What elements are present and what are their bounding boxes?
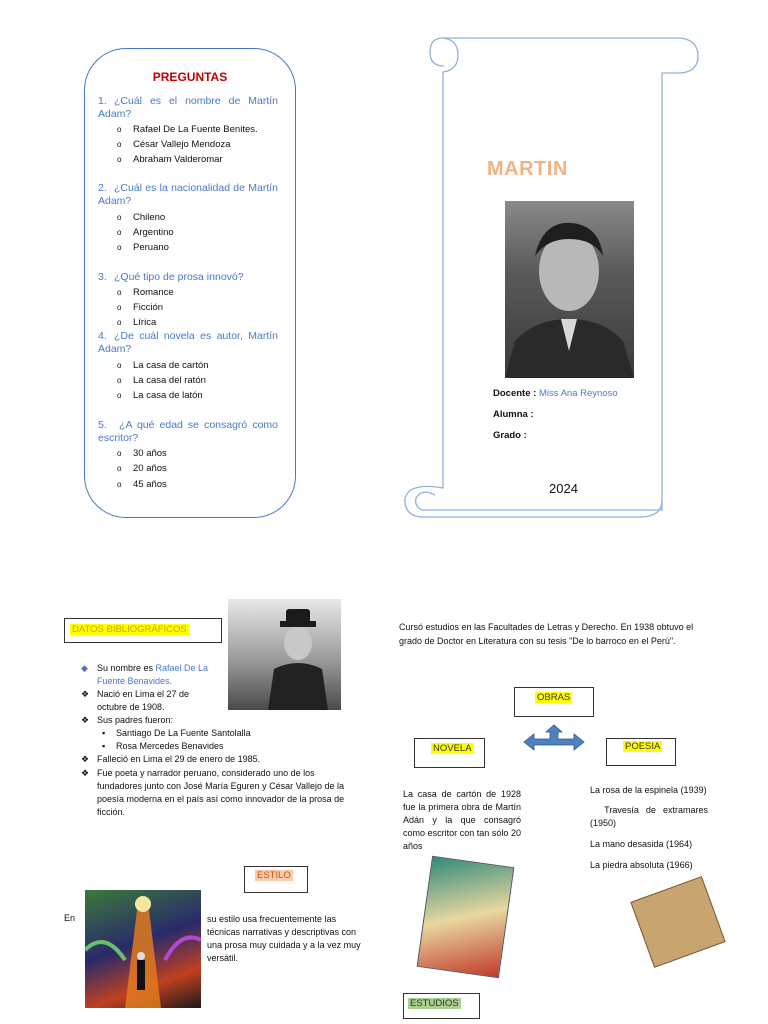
question-4: 4. ¿De cuál novela es autor, Martín Adam? xyxy=(98,330,278,355)
portrait-silhouette xyxy=(505,201,634,378)
option: o La casa de latón xyxy=(117,390,203,401)
estilo-en: En xyxy=(64,913,76,923)
estudios-paragraph: Cursó estudios en las Facultades de Letras y Derecho. En 1938 obtuvo el grado de Doctor en Literatura con su tesis "De lo barroco en el Perú". xyxy=(399,622,694,646)
questions-title: PREGUNTAS xyxy=(152,70,228,84)
poesia-heading: POESIA xyxy=(625,741,661,752)
alumna-label: Alumna : xyxy=(493,409,534,420)
novela-heading: NOVELA xyxy=(433,743,472,754)
option: o 20 años xyxy=(117,463,167,474)
bio-padre-1: ▪ Santiago De La Fuente Santolalla xyxy=(102,728,251,738)
option: o 45 años xyxy=(117,479,167,490)
cover-year: 2024 xyxy=(549,481,578,496)
option: o Peruano xyxy=(117,242,169,253)
option: o La casa de cartón xyxy=(117,360,209,371)
painting-image xyxy=(85,890,201,1008)
question-1: 1. ¿Cuál es el nombre de Martín Adam? xyxy=(98,95,278,120)
novela-heading-box xyxy=(414,738,485,768)
hat-silhouette xyxy=(228,599,341,710)
author-photo-hat xyxy=(228,599,341,710)
bio-poeta: ❖ Fue poeta y narrador peruano, considerado uno de los fundadores junto con José María Eguren y César Vallejo de la poesía moderna en el país así como innovador de la prosa de ficción. xyxy=(81,768,345,817)
estudios-heading-box xyxy=(403,993,480,1019)
cover-title: MARTIN xyxy=(487,158,568,180)
datos-heading: DATOS BIBLIOGRÁFICOS xyxy=(72,624,187,635)
obras-heading: OBRAS xyxy=(537,692,571,703)
branch-arrow-icon xyxy=(522,724,586,754)
grado-label: Grado : xyxy=(493,430,527,441)
bio-fallecio: ❖ Falleció en Lima el 29 de enero de 1985. xyxy=(81,754,261,764)
estilo-heading: ESTILO xyxy=(257,870,291,881)
estilo-text: su estilo usa frecuentemente las técnicas narrativas y descriptivas con una prosa muy cuidada y a la vez muy versátil. xyxy=(207,914,361,963)
poesia-heading-box xyxy=(606,738,676,766)
bio-padre-2: ▪ Rosa Mercedes Benavides xyxy=(102,741,224,751)
bio-nacio: ❖ Nació en Lima el 27 de octubre de 1908. xyxy=(81,689,190,712)
option: o Lírica xyxy=(117,317,157,328)
option: o Chileno xyxy=(117,212,166,223)
estilo-heading-box xyxy=(244,866,308,893)
option: o Romance xyxy=(117,287,174,298)
poema-item: La piedra absoluta (1966) xyxy=(590,860,693,870)
obras-heading-box xyxy=(514,687,594,717)
question-3: 3. ¿Qué tipo de prosa innovó? xyxy=(98,271,244,283)
poema-item: Travesía de extramares (1950) xyxy=(590,805,711,828)
painting-shapes xyxy=(85,890,201,1008)
option: o César Vallejo Mendoza xyxy=(117,139,231,150)
bio-nombre: ◆ Su nombre es Rafael De La Fuente Benavides. xyxy=(81,663,209,686)
book-cover-travesia xyxy=(630,876,725,968)
bio-padres: ❖ Sus padres fueron: xyxy=(81,715,174,725)
datos-heading-box xyxy=(64,618,222,643)
question-2: 2. ¿Cuál es la nacionalidad de Martín Adam? xyxy=(98,182,278,207)
option: o Abraham Valderomar xyxy=(117,154,223,165)
author-portrait xyxy=(505,201,634,378)
book-cover-casa-de-carton xyxy=(417,856,515,978)
docente-label: Docente : Miss Ana Reynoso xyxy=(493,388,618,399)
option: o La casa del ratón xyxy=(117,375,206,386)
question-5: 5. ¿A qué edad se consagró como escritor? xyxy=(98,419,278,444)
option: o Rafael De La Fuente Benites. xyxy=(117,124,258,135)
poema-item: La mano desasida (1964) xyxy=(590,839,693,849)
option: o Argentino xyxy=(117,227,174,238)
estudios-heading: ESTUDIOS xyxy=(410,998,459,1009)
docente-value: Miss Ana Reynoso xyxy=(538,388,618,399)
novela-text: La casa de cartón de 1928 fue la primera obra de Martín Adán y la que consagró como escritor con tan sólo 20 años xyxy=(403,789,521,851)
option: o 30 años xyxy=(117,448,167,459)
poema-item: La rosa de la espinela (1939) xyxy=(590,785,707,795)
option: o Ficción xyxy=(117,302,164,313)
